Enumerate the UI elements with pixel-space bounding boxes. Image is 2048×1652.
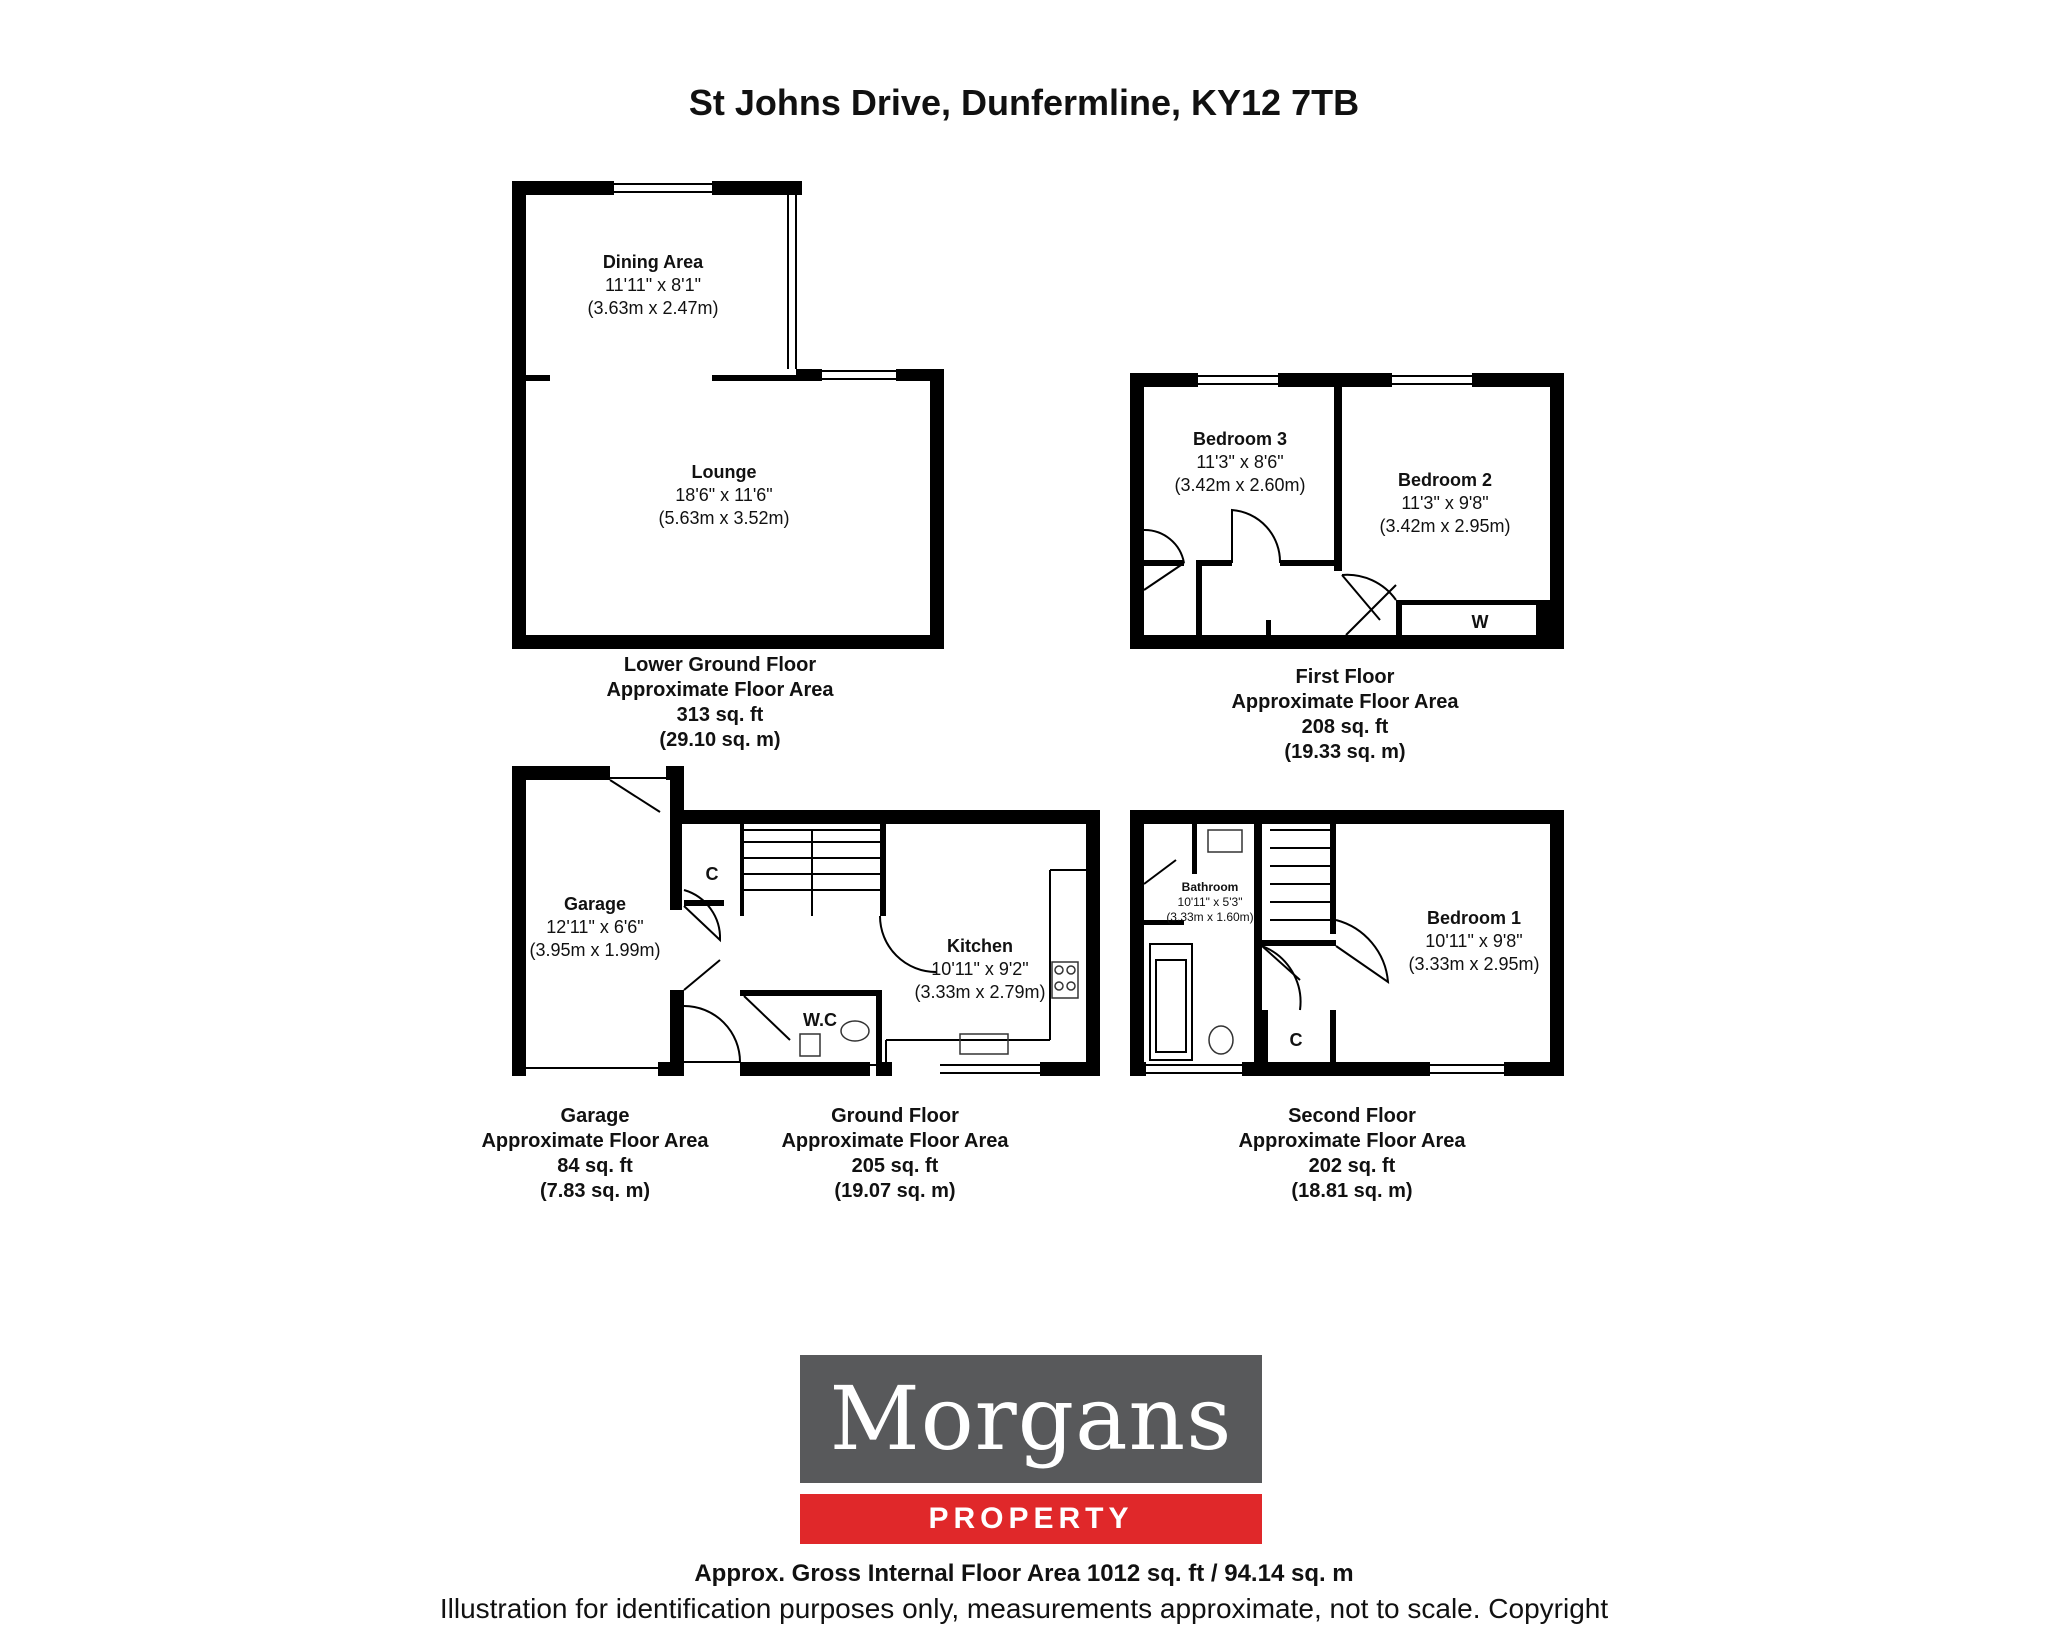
floor-area-first: [1195, 665, 1495, 765]
floor-area-sqm: (7.83 sq. m): [539, 1180, 651, 1202]
room-dimensions-imperial: 10'11" x 9'2": [931, 959, 1029, 979]
wc-label: W.C: [803, 1010, 837, 1030]
room-dimensions-imperial: 11'3" x 9'8": [1401, 493, 1489, 513]
floor-label: Garage: [560, 1105, 630, 1127]
floor-area-ground: [745, 1104, 1045, 1204]
floor-label: Lower Ground Floor: [623, 654, 817, 676]
floor-area-sqft: 208 sq. ft: [1301, 716, 1389, 738]
floor-area-garage: [445, 1104, 745, 1204]
room-kitchen: [880, 935, 1080, 1004]
floor-area-sqft: 84 sq. ft: [557, 1155, 633, 1177]
room-dimensions-metric: (3.42m x 2.60m): [1174, 475, 1306, 495]
floor-area-lower-ground: [570, 653, 870, 753]
room-lounge: [624, 461, 824, 530]
floor-label: First Floor: [1295, 666, 1395, 688]
room-name: Garage: [563, 894, 627, 914]
floor-area-sqft: 202 sq. ft: [1308, 1155, 1396, 1177]
room-garage: [495, 893, 695, 962]
room-dimensions-metric: (3.33m x 2.95m): [1408, 954, 1540, 974]
room-name: Bedroom 1: [1426, 908, 1522, 928]
room-dimensions-imperial: 11'11" x 8'1": [604, 275, 702, 295]
gross-floor-area: Approx. Gross Internal Floor Area 1012 sq. ft / 94.14 sq. m: [694, 1560, 1354, 1587]
floor-label: Second Floor: [1288, 1105, 1416, 1127]
floor-area-sqm: (19.33 sq. m): [1284, 741, 1406, 763]
room-name: Kitchen: [946, 936, 1013, 956]
room-dimensions-imperial: 10'11" x 9'8": [1425, 931, 1523, 951]
morgans-logo-wordmark: Morgans: [800, 1355, 1262, 1483]
floor-area-label: Approximate Floor Area: [781, 1130, 1009, 1152]
wardrobe-label: W: [1471, 612, 1489, 632]
room-dimensions-imperial: 11'3" x 8'6": [1196, 452, 1284, 472]
floor-area-sqm: (19.07 sq. m): [834, 1180, 956, 1202]
room-dimensions-metric: (3.33m x 1.60m): [1166, 910, 1254, 924]
floor-area-sqft: 313 sq. ft: [676, 704, 764, 726]
room-dimensions-imperial: 12'11" x 6'6": [546, 917, 644, 937]
morgans-logo-tagline: PROPERTY: [800, 1494, 1262, 1544]
room-name: Lounge: [691, 462, 757, 482]
floor-area-sqm: (18.81 sq. m): [1291, 1180, 1413, 1202]
floor-area-second: [1202, 1104, 1502, 1204]
room-dimensions-metric: (5.63m x 3.52m): [658, 508, 790, 528]
room-bedroom-3: [1140, 428, 1340, 497]
page-title: St Johns Drive, Dunfermline, KY12 7TB: [688, 82, 1360, 123]
room-dimensions-metric: (3.95m x 1.99m): [529, 940, 661, 960]
floor-area-label: Approximate Floor Area: [481, 1130, 709, 1152]
room-dining-area: [553, 251, 753, 320]
floor-area-label: Approximate Floor Area: [1238, 1130, 1466, 1152]
cupboard-label: C: [1289, 1030, 1303, 1050]
floor-area-sqft: 205 sq. ft: [851, 1155, 939, 1177]
floor-area-label: Approximate Floor Area: [1231, 691, 1459, 713]
room-name: Dining Area: [602, 252, 704, 272]
room-dimensions-imperial: 18'6" x 11'6": [675, 485, 773, 505]
room-dimensions-metric: (3.63m x 2.47m): [587, 298, 719, 318]
room-name: Bedroom 2: [1397, 470, 1493, 490]
room-bedroom-1: [1374, 907, 1574, 976]
room-name: Bedroom 3: [1192, 429, 1288, 449]
floor-label: Ground Floor: [831, 1105, 959, 1127]
room-name: Bathroom: [1181, 880, 1239, 894]
room-bedroom-2: [1345, 469, 1545, 538]
room-dimensions-imperial: 10'11" x 5'3": [1177, 895, 1243, 909]
room-dimensions-metric: (3.42m x 2.95m): [1379, 516, 1511, 536]
floor-area-sqm: (29.10 sq. m): [659, 729, 781, 751]
floor-area-label: Approximate Floor Area: [606, 679, 834, 701]
room-bathroom: [1150, 880, 1270, 925]
room-dimensions-metric: (3.33m x 2.79m): [914, 982, 1046, 1002]
disclaimer: Illustration for identification purposes only, measurements approximate, not to scale. Copyright: [439, 1593, 1609, 1624]
cupboard-label: C: [705, 864, 719, 884]
